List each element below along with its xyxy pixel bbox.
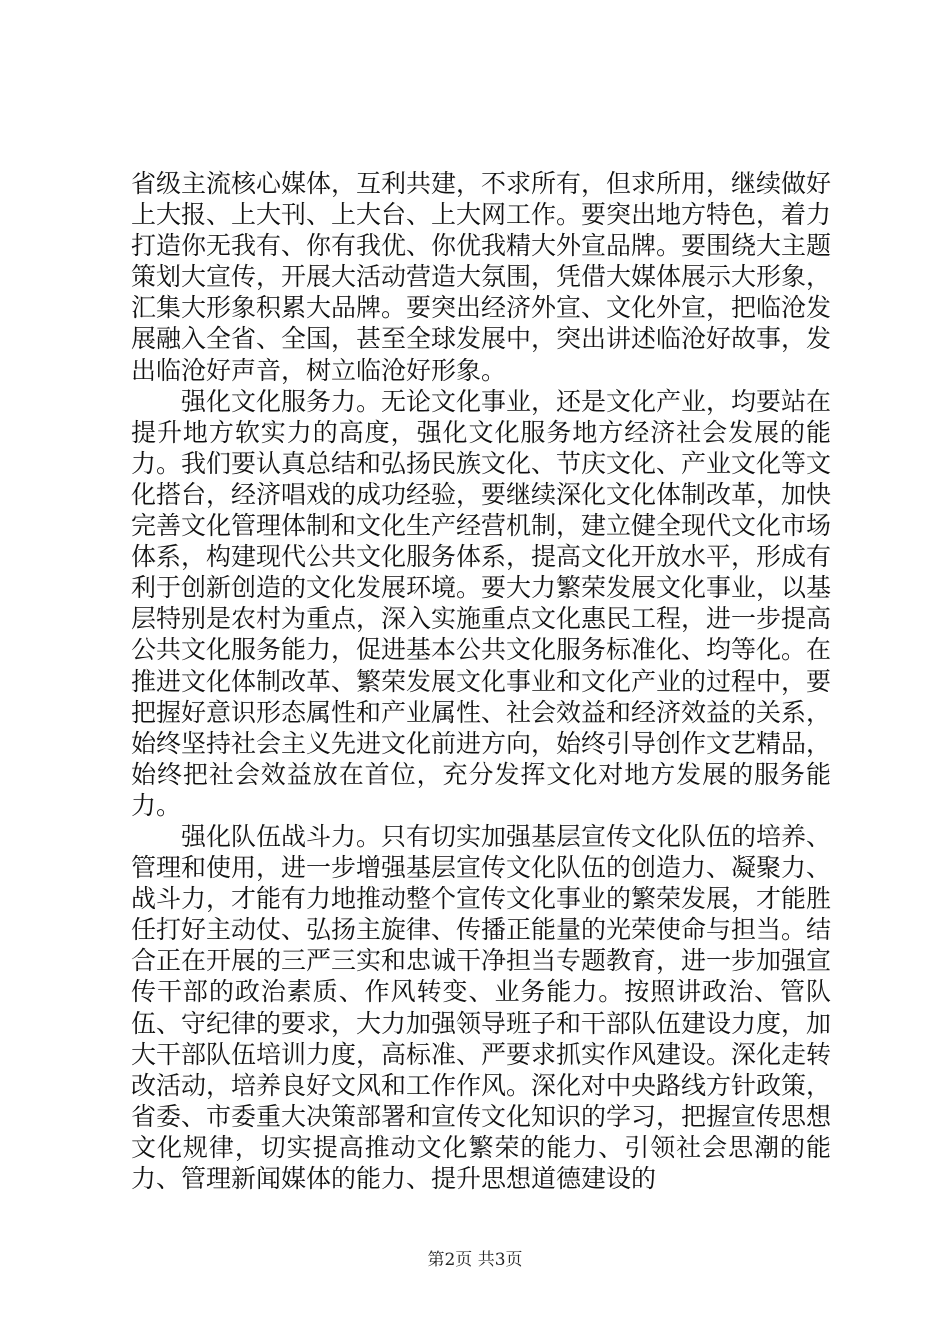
paragraph-1: 省级主流核心媒体，互利共建，不求所有，但求所用，继续做好上大报、上大刊、上大台、上大网工作。要突出地方特色，着力打造你无我有、你有我优、你优我精大外宣品牌。要围绕大主题策划大宣传，开展大活动营造大氛围，凭借大媒体展示大形象，汇集大形象积累大品牌。要突出经济外宣、文化外宣，把临沧发展融入全省、全国，甚至全球发展中，突出讲述临沧好故事，发出临沧好声音，树立临沧好形象。 xyxy=(131,169,832,385)
paragraph-3: 强化队伍战斗力。只有切实加强基层宣传文化队伍的培养、管理和使用，进一步增强基层宣传文化队伍的创造力、凝聚力、战斗力，才能有力地推动整个宣传文化事业的繁荣发展，才能胜任打好主动仗、弘扬主旋律、传播正能量的光荣使命与担当。结合正在开展的三严三实和忠诚干净担当专题教育，进一步加强宣传干部的政治素质、作风转变、业务能力。按照讲政治、管队伍、守纪律的要求，大力加强领导班子和干部队伍建设力度，加大干部队伍培训力度，高标准、严要求抓实作风建设。深化走转改活动，培养良好文风和工作作风。深化对中央路线方针政策，省委、市委重大决策部署和宣传文化知识的学习，把握宣传思想文化规律，切实提高推动文化繁荣的能力、引领社会思潮的能力、管理新闻媒体的能力、提升思想道德建设的 xyxy=(131,821,832,1193)
document-body xyxy=(131,168,831,1194)
paragraph-2: 强化文化服务力。无论文化事业，还是文化产业，均要站在提升地方软实力的高度，强化文化服务地方经济社会发展的能力。我们要认真总结和弘扬民族文化、节庆文化、产业文化等文化搭台，经济唱戏的成功经验，要继续深化文化体制改革，加快完善文化管理体制和文化生产经营机制，建立健全现代文化市场体系，构建现代公共文化服务体系，提高文化开放水平，形成有利于创新创造的文化发展环境。要大力繁荣发展文化事业，以基层特别是农村为重点，深入实施重点文化惠民工程，进一步提高公共文化服务能力，促进基本公共文化服务标准化、均等化。在推进文化体制改革、繁荣发展文化事业和文化产业的过程中，要把握好意识形态属性和产业属性、社会效益和经济效益的关系，始终坚持社会主义先进文化前进方向，始终引导创作文艺精品，始终把社会效益放在首位，充分发挥文化对地方发展的服务能力。 xyxy=(131,386,832,820)
page-number-footer: 第2页 共3页 xyxy=(427,1250,523,1270)
